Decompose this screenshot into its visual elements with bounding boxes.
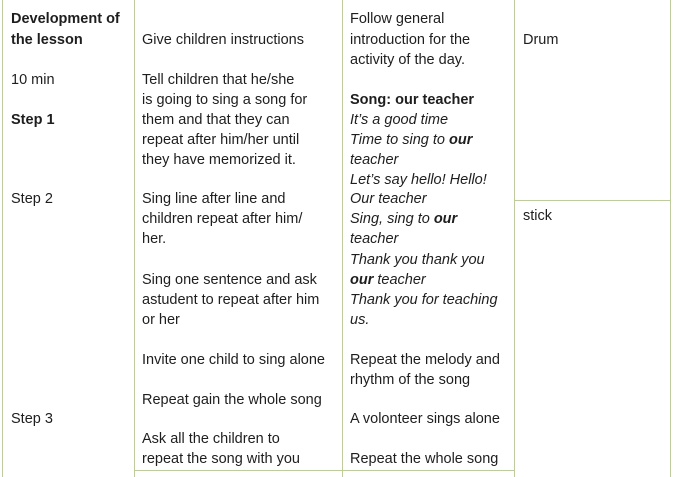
repeat-melody-text: rhythm of the song bbox=[350, 372, 471, 388]
lyric-line: Let’s say hello! Hello! bbox=[350, 172, 487, 188]
sing-line-text: children repeat after him/ bbox=[142, 211, 303, 227]
time-label: 10 min bbox=[11, 72, 55, 88]
invite-text: Invite one child to sing alone bbox=[142, 352, 325, 368]
volunteer-text: A volonteer sings alone bbox=[350, 411, 500, 427]
lyric-line: our teacher bbox=[350, 272, 426, 288]
tell-line: is going to sing a song for bbox=[142, 92, 308, 108]
repeat-melody-text: Repeat the melody and bbox=[350, 352, 500, 368]
lyric-line: us. bbox=[350, 312, 370, 328]
repeat-whole-text: Repeat the whole song bbox=[350, 451, 499, 467]
table-border-col4 bbox=[514, 0, 515, 477]
sing-sentence-text: astudent to repeat after him bbox=[142, 292, 320, 308]
repeat-gain-text: Repeat gain the whole song bbox=[142, 392, 322, 408]
step-3-label: Step 3 bbox=[11, 411, 53, 427]
lyric-line: It’s a good time bbox=[350, 112, 449, 128]
tell-line: repeat after him/her until bbox=[142, 132, 300, 148]
tell-line: them and that they can bbox=[142, 112, 290, 128]
table-border-col3 bbox=[342, 0, 343, 477]
sing-line-text: her. bbox=[142, 231, 167, 247]
follow-text: Follow general bbox=[350, 11, 445, 27]
lyric-line: Thank you for teaching bbox=[350, 292, 498, 308]
lyric-line: teacher bbox=[350, 152, 399, 168]
material-stick: stick bbox=[523, 208, 552, 224]
song-title: Song: our teacher bbox=[350, 92, 475, 108]
table-bottom-border bbox=[134, 470, 514, 471]
lyric-line: teacher bbox=[350, 231, 399, 247]
lyric-line: Time to sing to our bbox=[350, 132, 473, 148]
table-border-left bbox=[2, 0, 3, 477]
follow-text: activity of the day. bbox=[350, 52, 465, 68]
step-2-label: Step 2 bbox=[11, 191, 53, 207]
ask-all-text: repeat the song with you bbox=[142, 451, 300, 467]
tell-line: they have memorized it. bbox=[142, 152, 296, 168]
instruction-text: Give children instructions bbox=[142, 32, 304, 48]
sing-sentence-text: Sing one sentence and ask bbox=[142, 272, 317, 288]
lyric-line: Our teacher bbox=[350, 191, 427, 207]
ask-all-text: Ask all the children to bbox=[142, 431, 280, 447]
step-1-label: Step 1 bbox=[11, 112, 55, 128]
table-border-right bbox=[670, 0, 671, 477]
material-drum: Drum bbox=[523, 32, 559, 48]
follow-text: introduction for the bbox=[350, 32, 471, 48]
lyric-line: Thank you thank you bbox=[350, 252, 485, 268]
table-border-col2 bbox=[134, 0, 135, 477]
sing-sentence-text: or her bbox=[142, 312, 180, 328]
tell-line: Tell children that he/she bbox=[142, 72, 295, 88]
table-row-divider bbox=[514, 200, 670, 201]
lyric-line: Sing, sing to our bbox=[350, 211, 458, 227]
heading-development: Development of bbox=[11, 11, 120, 27]
heading-lesson: the lesson bbox=[11, 32, 83, 48]
sing-line-text: Sing line after line and bbox=[142, 191, 286, 207]
